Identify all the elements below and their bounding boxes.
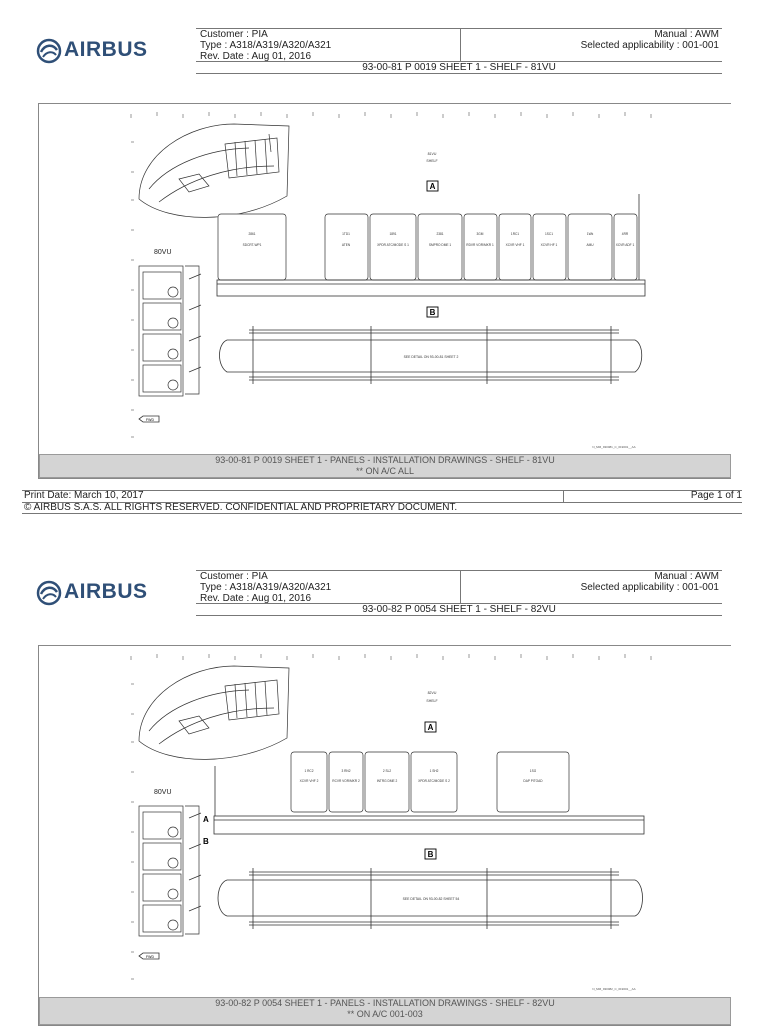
applicability-text: Selected applicability : 001-001 bbox=[580, 582, 719, 593]
logo-text: AIRBUS bbox=[64, 38, 148, 61]
svg-text:SMPRO DME 1: SMPRO DME 1 bbox=[428, 243, 452, 247]
svg-text:SHELF: SHELF bbox=[426, 699, 438, 703]
svg-text:SEE DETAIL ON 93-00-82 SHEET 5: SEE DETAIL ON 93-00-82 SHEET 54 bbox=[402, 897, 460, 901]
svg-text:SHELF: SHELF bbox=[426, 159, 438, 163]
drawing-frame bbox=[38, 103, 731, 479]
svg-text:FWD: FWD bbox=[146, 955, 154, 959]
svg-text:RDVR VOR/MKR 1: RDVR VOR/MKR 1 bbox=[466, 243, 494, 247]
svg-text:1 SH2: 1 SH2 bbox=[429, 769, 439, 773]
svg-text:2 SL2: 2 SL2 bbox=[382, 769, 392, 773]
svg-text:XCVR HF 1: XCVR HF 1 bbox=[540, 243, 558, 247]
customer-text: Customer : PIA bbox=[200, 29, 268, 40]
svg-text:80VU: 80VU bbox=[154, 249, 172, 256]
figure-caption bbox=[39, 997, 731, 1025]
svg-text:XPDR ATC/MODE S 1: XPDR ATC/MODE S 1 bbox=[377, 243, 409, 247]
figure-caption bbox=[39, 454, 731, 478]
svg-text:AMU: AMU bbox=[586, 243, 594, 247]
svg-text:80VU: 80VU bbox=[154, 789, 172, 796]
airbus-logo-icon bbox=[36, 38, 62, 64]
copyright-text: © AIRBUS S.A.S. ALL RIGHTS RESERVED. CONFIDENTIAL AND PROPRIETARY DOCUMENT. bbox=[24, 502, 458, 513]
svg-text:4RR: 4RR bbox=[621, 232, 629, 236]
svg-text:B: B bbox=[427, 850, 434, 859]
svg-text:1Wk: 1Wk bbox=[586, 232, 594, 236]
type-text: Type : A318/A319/A320/A321 bbox=[200, 582, 332, 593]
print-date: Print Date: March 10, 2017 bbox=[24, 490, 144, 501]
logo-text: AIRBUS bbox=[64, 580, 148, 603]
manual-text: Manual : AWM bbox=[654, 29, 719, 40]
svg-text:1SG: 1SG bbox=[529, 769, 537, 773]
svg-text:3 RN2: 3 RN2 bbox=[341, 769, 351, 773]
svg-text:B: B bbox=[429, 308, 436, 317]
installation-drawing bbox=[39, 646, 731, 998]
svg-text:B: B bbox=[203, 837, 209, 846]
customer-text: Customer : PIA bbox=[200, 571, 268, 582]
svg-text:XCVR ADF 1: XCVR ADF 1 bbox=[615, 243, 635, 247]
sheet-title: 93-00-81 P 0019 SHEET 1 - SHELF - 81VU bbox=[362, 62, 556, 73]
type-text: Type : A318/A319/A320/A321 bbox=[200, 40, 332, 51]
svg-text:1SC1: 1SC1 bbox=[545, 232, 553, 236]
svg-text:82VU: 82VU bbox=[427, 691, 437, 695]
svg-text:XCVR VHF 1: XCVR VHF 1 bbox=[505, 243, 525, 247]
svg-text:ATEN: ATEN bbox=[341, 243, 351, 247]
svg-text:81VU: 81VU bbox=[427, 152, 437, 156]
svg-text:2381: 2381 bbox=[436, 232, 444, 236]
svg-text:N_MM_930082_C_019001__AA: N_MM_930082_C_019001__AA bbox=[592, 987, 636, 991]
svg-text:RCVR VOR/MKR 2: RCVR VOR/MKR 2 bbox=[332, 779, 360, 783]
svg-text:N_MM_930081_C_019001__AA: N_MM_930081_C_019001__AA bbox=[592, 445, 636, 449]
caption-title: 93-00-82 P 0054 SHEET 1 - PANELS - INSTALLATION DRAWINGS - SHELF - 82VU bbox=[215, 998, 555, 1008]
svg-text:SDCRT-WP1: SDCRT-WP1 bbox=[242, 243, 262, 247]
caption-effectivity: ** ON A/C 001-003 bbox=[347, 1009, 423, 1019]
installation-drawing bbox=[39, 104, 731, 456]
caption-effectivity: ** ON A/C ALL bbox=[355, 466, 415, 476]
airbus-logo-icon bbox=[36, 580, 62, 606]
svg-text:3GM: 3GM bbox=[476, 232, 484, 236]
svg-text:DAP PITOAD: DAP PITOAD bbox=[523, 779, 543, 783]
page-number: Page 1 of 1 bbox=[690, 490, 742, 501]
manual-text: Manual : AWM bbox=[654, 571, 719, 582]
sheet-title: 93-00-82 P 0054 SHEET 1 - SHELF - 82VU bbox=[362, 604, 556, 615]
airbus-logo bbox=[36, 580, 146, 606]
svg-text:1 RC2: 1 RC2 bbox=[304, 769, 314, 773]
svg-text:1891: 1891 bbox=[389, 232, 397, 236]
caption-title: 93-00-81 P 0019 SHEET 1 - PANELS - INSTALLATION DRAWINGS - SHELF - 81VU bbox=[215, 455, 555, 465]
svg-text:FWD: FWD bbox=[146, 418, 154, 422]
svg-text:INTRG DME 2: INTRG DME 2 bbox=[376, 779, 398, 783]
svg-text:A: A bbox=[427, 723, 434, 732]
svg-text:A: A bbox=[203, 815, 209, 824]
svg-text:1RC1: 1RC1 bbox=[510, 232, 520, 236]
svg-text:XCVR VHF 2: XCVR VHF 2 bbox=[299, 779, 319, 783]
drawing-frame bbox=[38, 645, 731, 1026]
svg-text:XPDR ATC/MODE S 2: XPDR ATC/MODE S 2 bbox=[418, 779, 450, 783]
airbus-logo bbox=[36, 38, 146, 64]
rev-date-text: Rev. Date : Aug 01, 2016 bbox=[200, 51, 312, 62]
svg-text:SEE DETAIL ON 93-00-81 SHEET 2: SEE DETAIL ON 93-00-81 SHEET 2 bbox=[403, 355, 459, 359]
svg-text:2861: 2861 bbox=[248, 232, 256, 236]
svg-text:A: A bbox=[429, 182, 436, 191]
svg-text:1TD1: 1TD1 bbox=[342, 232, 350, 236]
applicability-text: Selected applicability : 001-001 bbox=[580, 40, 719, 51]
rev-date-text: Rev. Date : Aug 01, 2016 bbox=[200, 593, 312, 604]
